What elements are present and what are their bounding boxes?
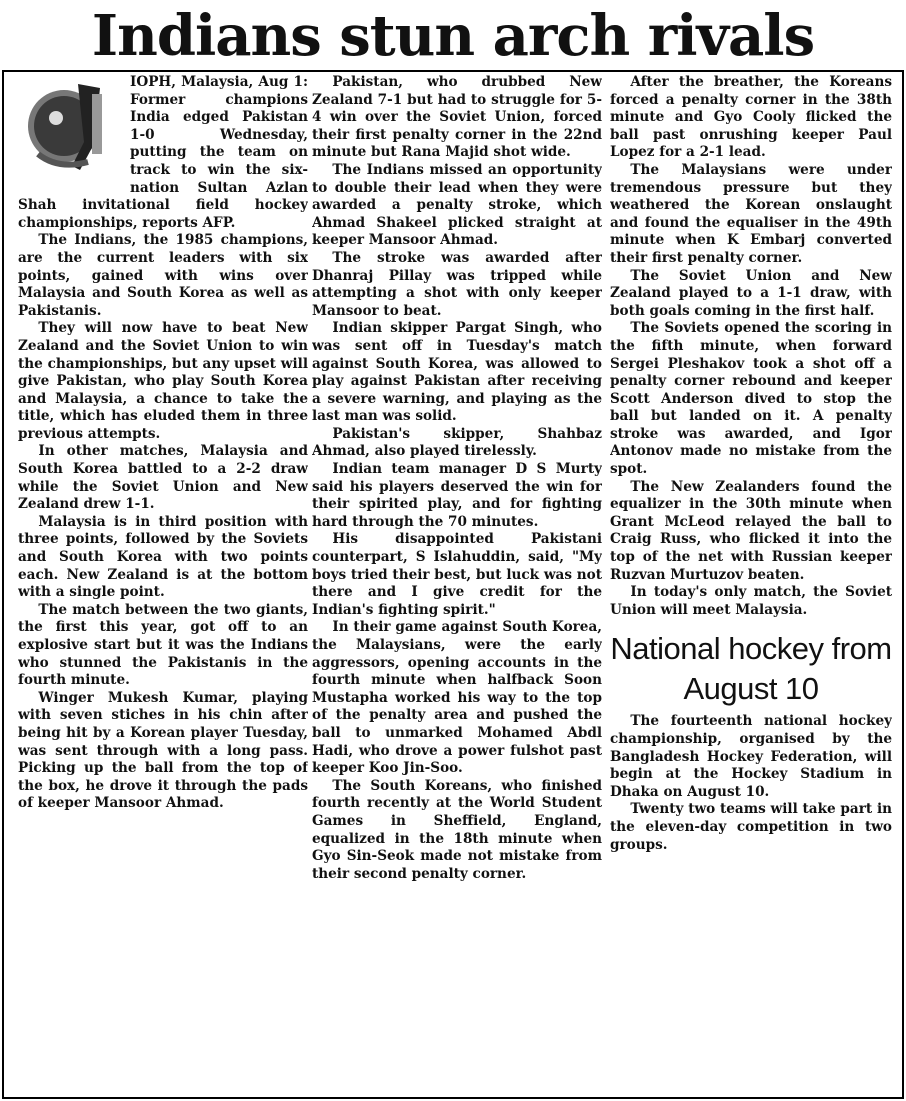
article-paragraph: Indian team manager D S Murty said his players deserved the win for their spirited play, and for fighting hard through the 70 minutes.	[312, 461, 602, 530]
column-3	[610, 74, 892, 1098]
column-1	[18, 74, 308, 1098]
article-paragraph: In their game against South Korea, the Malaysians, were the early aggressors, opening accounts in the fourth minute when halfback Soon Mustapha worked his way to the top of the penalty area and pushed the ball to unmarked Mohamed Abdl Hadi, who drove a power fulshot past keeper Koo Jin-Soo.	[312, 619, 602, 777]
article-paragraph: The Malaysians were under tremendous pressure but they weathered the Korean onslaught and found the equaliser in the 49th minute when K Embarj converted their first penalty corner.	[610, 161, 892, 266]
sidebar-paragraph: Twenty two teams will take part in the eleven-day competition in two groups.	[610, 801, 892, 853]
article-paragraph: Indian skipper Pargat Singh, who was sent off in Tuesday's match against South Korea, was allowed to play against Pakistan after receiving a severe warning, and playing as the last man was solid.	[312, 320, 602, 425]
hockey-player-photo-icon	[18, 74, 118, 180]
article-paragraph: The South Koreans, who finished fourth recently at the World Student Games in Sheffield, England, equalized in the 18th minute when Gyo Sin-Seok made not mistake from their second penalty corner.	[312, 777, 602, 882]
article-paragraph: Pakistan's skipper, Shahbaz Ahmad, also played tirelessly.	[312, 425, 602, 460]
article-paragraph: IOPH, Malaysia, Aug 1: Former champions India edged Pakistan 1-0 Wednesday, putting the team on track to win the six-nation Sultan Azlan Shah invitational field hockey championships, reports AFP.	[18, 74, 308, 231]
article-paragraph: The New Zealanders found the equalizer in the 30th minute when Grant McLeod relayed the ball to Craig Russ, who flicked it into the top of the net with Russian keeper Ruzvan Murtuzov beaten.	[610, 478, 892, 583]
article-paragraph: The match between the two giants, the first this year, got off to an explosive start but it was the Indians who stunned the Pakistanis in the fourth minute.	[18, 601, 308, 689]
article-paragraph: The Soviets opened the scoring in the fifth minute, when forward Sergei Pleshakov took a shot off a penalty corner rebound and keeper Scott Anderson dived to stop the ball but landed on it. A penalty stroke was awarded, and Igor Antonov made no mistake from the spot.	[610, 320, 892, 478]
article-paragraph: In today's only match, the Soviet Union will meet Malaysia.	[610, 584, 892, 618]
article-paragraph: The Indians, the 1985 champions, are the current leaders with six points, gained with wins over Malaysia and South Korea as well as Pakistanis.	[18, 232, 308, 319]
article-paragraph: Pakistan, who drubbed New Zealand 7-1 but had to struggle for 5-4 win over the Soviet Union, forced their first penalty corner in the 22nd minute but Rana Majid shot wide.	[312, 74, 602, 161]
article-paragraph: Winger Mukesh Kumar, playing with seven stiches in his chin after being hit by a Korean player Tuesday, was sent through with a long pass. Picking up the ball from the top of the box, he drove it through the pads of keeper Mansoor Ahmad.	[18, 689, 308, 812]
article-paragraph: The stroke was awarded after Dhanraj Pillay was tripped while attempting a shot with only keeper Mansoor to beat.	[312, 249, 602, 319]
article-paragraph: His disappointed Pakistani counterpart, S Islahuddin, said, "My boys tried their best, but luck was not there and I give credit for the Indian's fighting spirit."	[312, 531, 602, 618]
sidebar-headline: National hockey from August 10	[610, 631, 892, 707]
sidebar-paragraph: The fourteenth national hockey championship, organised by the Bangladesh Hockey Federation, will begin at the Hockey Stadium in Dhaka on August 10.	[610, 713, 892, 800]
headline: Indians stun arch rivals	[91, 3, 815, 69]
column-2	[312, 74, 602, 1098]
article-paragraph: The Indians missed an opportunity to double their lead when they were awarded a penalty stroke, which Ahmad Shakeel plicked straight at keeper Mansoor Ahmad.	[312, 161, 602, 249]
article-paragraph: They will now have to beat New Zealand and the Soviet Union to win the championships, but any upset will give Pakistan, who play South Korea and Malaysia, a chance to take the title, which has eluded them in three previous attempts.	[18, 320, 308, 442]
article-paragraph: Malaysia is in third position with three points, followed by the Soviets and South Korea with two points each. New Zealand is at the bottom with a single point.	[18, 513, 308, 601]
article-paragraph: In other matches, Malaysia and South Korea battled to a 2-2 draw while the Soviet Union and New Zealand drew 1-1.	[18, 443, 308, 513]
article-paragraph: The Soviet Union and New Zealand played to a 1-1 draw, with both goals coming in the first half.	[610, 267, 892, 319]
article-paragraph: After the breather, the Koreans forced a penalty corner in the 38th minute and Gyo Cooly flicked the ball past onrushing keeper Paul Lopez for a 2-1 lead.	[610, 74, 892, 161]
